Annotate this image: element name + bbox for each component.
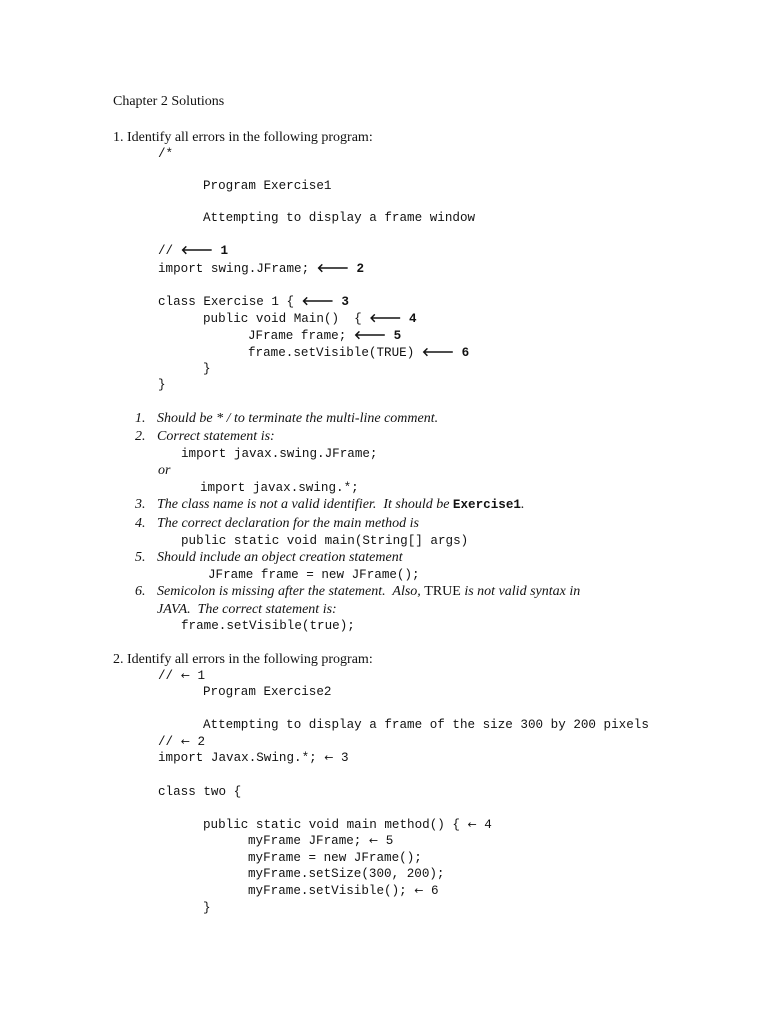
q2-code-line-12: } bbox=[203, 901, 211, 915]
q2-code-line-8: myFrame JFrame; ← 5 bbox=[248, 834, 394, 848]
q2-code-line-3: Attempting to display a frame of the size 300 by 200 pixels bbox=[203, 718, 649, 732]
left-arrow-icon: 🡐 bbox=[180, 243, 213, 257]
q2-code-line-6: class two { bbox=[158, 785, 242, 799]
q2-prompt: 2. Identify all errors in the following program: bbox=[113, 652, 373, 667]
q2-code-line-4: // ← 2 bbox=[158, 735, 206, 749]
left-arrow-icon: ← bbox=[368, 834, 379, 847]
q2-code-line-10: myFrame.setSize(300, 200); bbox=[248, 867, 445, 881]
left-arrow-icon: 🡐 bbox=[353, 328, 386, 342]
q2-code-line-2: Program Exercise2 bbox=[203, 685, 332, 699]
left-arrow-icon: 🡐 bbox=[316, 261, 349, 275]
q1-answer-5: 5. Should include an object creation statement bbox=[135, 550, 403, 565]
q2-code-line-7: public static void main method() { ← 4 bbox=[203, 818, 492, 832]
q2-code-line-5: import Javax.Swing.*; ← 3 bbox=[158, 751, 349, 765]
q1-answer-6: 6. Semicolon is missing after the statement. Also, TRUE is not valid syntax in bbox=[135, 584, 581, 599]
q1-answer-3: 3. The class name is not a valid identifier. It should be Exercise1. bbox=[135, 497, 525, 512]
left-arrow-icon: 🡐 bbox=[301, 294, 334, 308]
q1-answer-5-code: JFrame frame = new JFrame(); bbox=[208, 568, 420, 582]
q2-code-line-1: // ← 1 bbox=[158, 669, 206, 683]
q1-code-line-4: // 🡐 1 bbox=[158, 243, 228, 258]
left-arrow-icon: ← bbox=[467, 818, 477, 831]
page-title: Chapter 2 Solutions bbox=[113, 94, 225, 109]
q1-code-line-5: import swing.JFrame; 🡐 2 bbox=[158, 261, 365, 276]
q1-code-line-8: JFrame frame; 🡐 5 bbox=[248, 328, 402, 343]
q1-code-line-9: frame.setVisible(TRUE) 🡐 6 bbox=[248, 345, 470, 360]
q2-code-line-11: myFrame.setVisible(); ← 6 bbox=[248, 884, 439, 898]
q1-code-line-10: } bbox=[203, 362, 211, 376]
left-arrow-icon: ← bbox=[180, 669, 190, 682]
q1-prompt: 1. Identify all errors in the following program: bbox=[113, 130, 373, 145]
q1-code-line-6: class Exercise 1 { 🡐 3 bbox=[158, 294, 349, 309]
left-arrow-icon: ← bbox=[324, 751, 334, 764]
left-arrow-icon: ← bbox=[180, 735, 190, 748]
left-arrow-icon: ← bbox=[414, 884, 424, 897]
left-arrow-icon: 🡐 bbox=[421, 345, 455, 359]
q1-answer-2-code-2: import javax.swing.*; bbox=[200, 481, 359, 495]
q1-code-line-11: } bbox=[158, 378, 166, 392]
q1-answer-6-code: frame.setVisible(true); bbox=[181, 619, 355, 633]
q1-code-line-1: /* bbox=[158, 147, 174, 161]
q1-code-line-2: Program Exercise1 bbox=[203, 179, 332, 193]
q1-answer-2: 2. Correct statement is: bbox=[135, 429, 275, 444]
q1-answer-1: 1. Should be * / to terminate the multi-line comment. bbox=[135, 411, 439, 426]
q1-answer-2-code-1: import javax.swing.JFrame; bbox=[181, 447, 378, 461]
q2-code-line-9: myFrame = new JFrame(); bbox=[248, 851, 422, 865]
q1-answer-2-or: or bbox=[158, 463, 171, 478]
q1-code-line-7: public void Main() { 🡐 4 bbox=[203, 311, 417, 326]
q1-code-line-3: Attempting to display a frame window bbox=[203, 211, 476, 225]
left-arrow-icon: 🡐 bbox=[369, 311, 402, 325]
q1-answer-4-code: public static void main(String[] args) bbox=[181, 534, 469, 548]
q1-answer-4: 4. The correct declaration for the main method is bbox=[135, 516, 419, 531]
q1-answer-6-cont: JAVA. The correct statement is: bbox=[157, 602, 337, 617]
